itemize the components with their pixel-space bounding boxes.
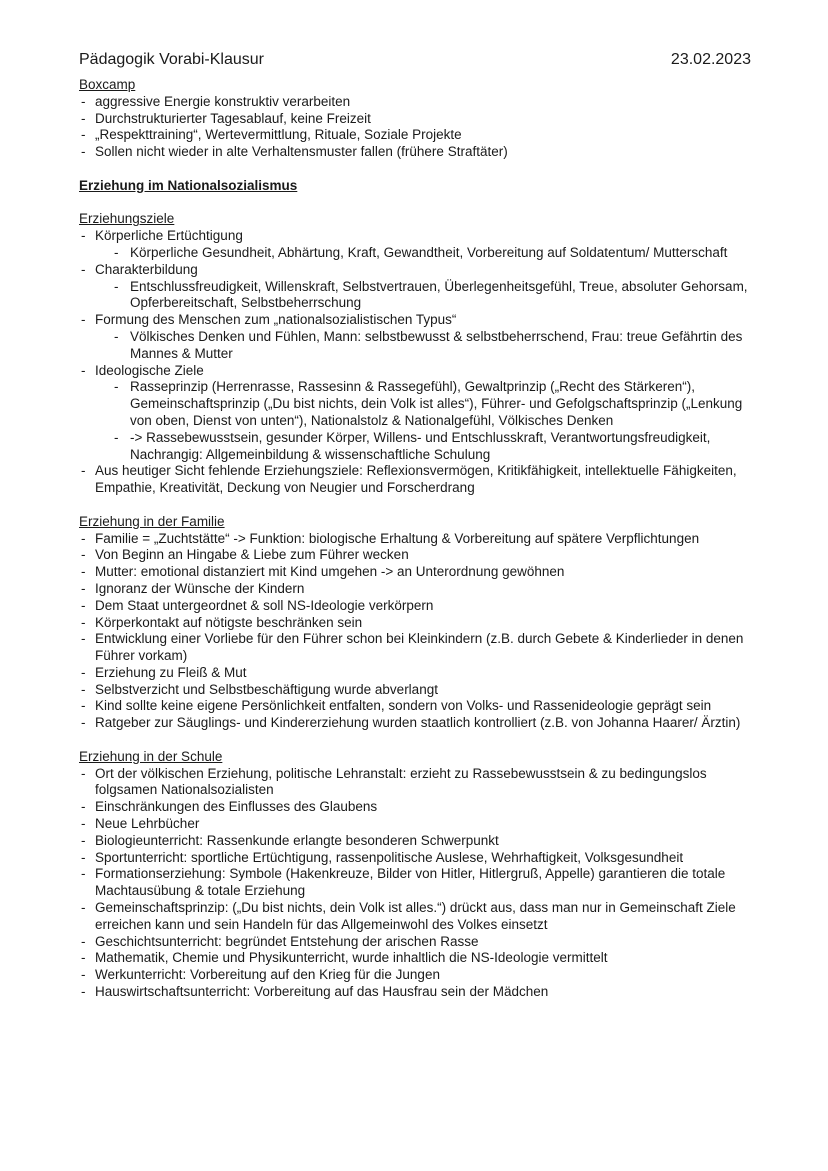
list-item — [79, 228, 751, 262]
list-item — [79, 363, 751, 464]
document-page — [79, 50, 751, 1001]
list-item: - Neue Lehrbücher — [79, 816, 751, 833]
list-item: - Mathematik, Chemie und Physikunterricht, wurde inhaltlich die NS-Ideologie vermittelt — [79, 950, 751, 967]
sub-list-item: - Rasseprinzip (Herrenrasse, Rassesinn & Rassegefühl), Gewaltprinzip („Recht des Stärkeren“), Gemeinschaftsprinzip („Du bist nichts, dein Volk ist alles“), Führer- und Gefolgschaftsprinzip („Lenkung von oben, Dienst von unten“), Nationalstolz & Nationalgefühl, Völkisches Denken — [111, 379, 751, 429]
sub-list-item: - Entschlussfreudigkeit, Willenskraft, Selbstvertrauen, Überlegenheitsgefühl, Treue, absoluter Gehorsam, Opferbereitschaft, Selbstbeherrschung — [111, 279, 751, 313]
sub-list-item: - Völkisches Denken und Fühlen, Mann: selbstbewusst & selbstbeherrschend, Frau: treue Gefährtin des Mannes & Mutter — [111, 329, 751, 363]
sub-list — [95, 379, 751, 463]
list-item: - Erziehung zu Fleiß & Mut — [79, 665, 751, 682]
list-item: - Ort der völkischen Erziehung, politische Lehranstalt: erzieht zu Rassebewusstsein & zu bedingungslos folgsamen Nationalsozialisten — [79, 766, 751, 800]
list-item: - Körperkontakt auf nötigste beschränken sein — [79, 615, 751, 632]
list-item: - Kind sollte keine eigene Persönlichkeit entfalten, sondern von Volks- und Rassenideologie geprägt sein — [79, 698, 751, 715]
list-item-text: Ideologische Ziele — [95, 362, 204, 378]
list-item: - Entwicklung einer Vorliebe für den Führer schon bei Kleinkindern (z.B. durch Gebete & Kinderlieder in denen Führer vorkam) — [79, 631, 751, 665]
list-item: - Ignoranz der Wünsche der Kindern — [79, 581, 751, 598]
list-item-text: Charakterbildung — [95, 261, 198, 277]
list-item: - Mutter: emotional distanziert mit Kind umgehen -> an Unterordnung gewöhnen — [79, 564, 751, 581]
list-item: - Einschränkungen des Einflusses des Glaubens — [79, 799, 751, 816]
list-item: - Aus heutiger Sicht fehlende Erziehungsziele: Reflexionsvermögen, Kritikfähigkeit, intellektuelle Fähigkeiten, Empathie, Kreativität, Deckung von Neugier und Forscherdrang — [79, 463, 751, 497]
list-item: - Gemeinschaftsprinzip: („Du bist nichts, dein Volk ist alles.“) drückt aus, dass man nur in Gemeinschaft Ziele erreichen kann und sein Handeln für das Allgemeinwohl des Volkes einsetzt — [79, 900, 751, 934]
document-body — [79, 77, 751, 1001]
sub-list — [95, 329, 751, 363]
page-header — [79, 50, 751, 70]
familie-list — [79, 531, 751, 733]
list-item: - „Respekttraining“, Wertevermittlung, Rituale, Soziale Projekte — [79, 127, 751, 144]
sub-list-item: - -> Rassebewusstsein, gesunder Körper, Willens- und Entschlusskraft, Verantwortungsfreudigkeit, Nachrangig: Allgemeinbildung & wissenschaftliche Schulung — [111, 430, 751, 464]
list-item — [79, 312, 751, 362]
list-item: - Von Beginn an Hingabe & Liebe zum Führer wecken — [79, 547, 751, 564]
sub-list — [95, 279, 751, 313]
boxcamp-list — [79, 94, 751, 161]
list-item: - Hauswirtschaftsunterricht: Vorbereitung auf das Hausfrau sein der Mädchen — [79, 984, 751, 1001]
schule-heading: Erziehung in der Schule — [79, 748, 223, 764]
list-item: - aggressive Energie konstruktiv verarbeiten — [79, 94, 751, 111]
list-item: - Werkunterricht: Vorbereitung auf den Krieg für die Jungen — [79, 967, 751, 984]
list-item: - Geschichtsunterricht: begründet Entstehung der arischen Rasse — [79, 934, 751, 951]
document-title: Pädagogik Vorabi-Klausur — [79, 51, 265, 68]
list-item: - Selbstverzicht und Selbstbeschäftigung wurde abverlangt — [79, 682, 751, 699]
familie-heading: Erziehung in der Familie — [79, 513, 225, 529]
list-item: - Sollen nicht wieder in alte Verhaltensmuster fallen (frühere Straftäter) — [79, 144, 751, 161]
list-item — [79, 262, 751, 312]
list-item: - Sportunterricht: sportliche Ertüchtigung, rassenpolitische Auslese, Wehrhaftigkeit, Volksgesundheit — [79, 850, 751, 867]
list-item-text: Formung des Menschen zum „nationalsozialistischen Typus“ — [95, 312, 457, 328]
document-date: 23.02.2023 — [670, 51, 751, 68]
list-item: - Dem Staat untergeordnet & soll NS-Ideologie verkörpern — [79, 598, 751, 615]
list-item: - Formationserziehung: Symbole (Hakenkreuze, Bilder von Hitler, Hitlergruß, Appelle) garantieren die totale Machtausübung & totale Erziehung — [79, 866, 751, 900]
list-item: - Durchstrukturierter Tagesablauf, keine Freizeit — [79, 111, 751, 128]
schule-list — [79, 766, 751, 1001]
list-item-text: Körperliche Ertüchtigung — [95, 228, 243, 244]
list-item: - Biologieunterricht: Rassenkunde erlangte besonderen Schwerpunkt — [79, 833, 751, 850]
list-item: - Ratgeber zur Säuglings- und Kindererziehung wurden staatlich kontrolliert (z.B. von Johanna Haarer/ Ärztin) — [79, 715, 751, 732]
section-title: Erziehung im Nationalsozialismus — [79, 177, 298, 193]
list-item: - Familie = „Zuchtstätte“ -> Funktion: biologische Erhaltung & Vorbereitung auf spätere Verpflichtungen — [79, 531, 751, 548]
boxcamp-heading: Boxcamp — [79, 77, 136, 92]
sub-list-item: - Körperliche Gesundheit, Abhärtung, Kraft, Gewandtheit, Vorbereitung auf Soldatentum/ Mutterschaft — [111, 245, 751, 262]
ziele-list — [79, 228, 751, 497]
ziele-heading: Erziehungsziele — [79, 211, 175, 227]
sub-list — [95, 245, 751, 262]
